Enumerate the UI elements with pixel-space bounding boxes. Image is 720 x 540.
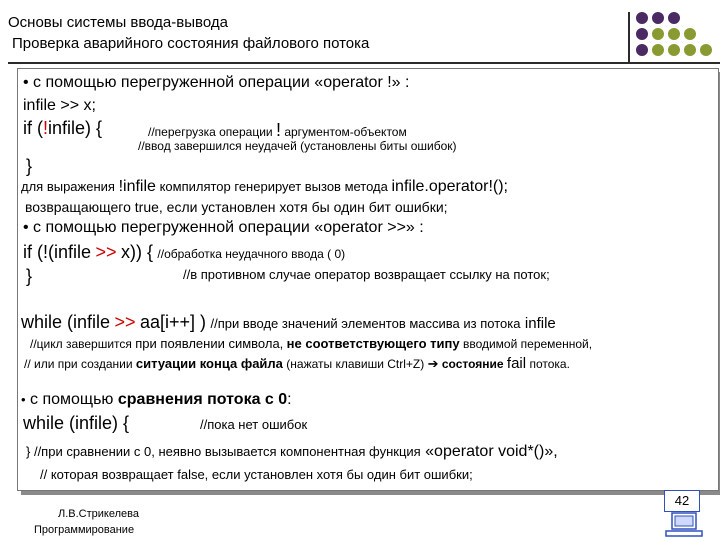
- page-number: 42: [664, 490, 700, 512]
- code-while-infile-plain: while (infile) {: [23, 413, 130, 433]
- header-vertical-divider: [628, 12, 630, 62]
- code-infile-word: infile: [524, 315, 556, 332]
- loop-ends-d: вводимой переменной,: [462, 337, 593, 351]
- eof-d: состояние: [441, 357, 504, 371]
- code-shift-op-2: >>: [114, 312, 136, 332]
- dot: [636, 12, 648, 24]
- comment-input-failed: //ввод завершился неудачей (установлены биты ошибок): [138, 139, 457, 153]
- loop-ends-b: при появлении символа,: [135, 336, 284, 351]
- bullet-operator-not: • с помощью перегруженной операции «operator !» :: [23, 74, 410, 91]
- loop-ends-c: не соответствующего типу: [286, 336, 460, 351]
- code-close-brace-2: }: [26, 266, 33, 286]
- comment-no-errors: //пока нет ошибок: [200, 417, 308, 432]
- dot: [668, 44, 680, 56]
- explain-return-true: возвращающего true, если установлен хотя бы один бит ошибки;: [25, 199, 448, 215]
- eof-c: (нажаты клавиши Ctrl+Z): [286, 357, 425, 371]
- code-line-if-not: [23, 119, 102, 138]
- dot: [668, 12, 680, 24]
- code-if-open: if (: [23, 118, 43, 138]
- explain-method: infile.operator!();: [391, 178, 508, 195]
- comment-failed-input: //обработка неудачного ввода ( 0): [157, 247, 346, 261]
- dot: [652, 12, 664, 24]
- bullet-compare-zero: [21, 392, 292, 408]
- comment-eof: [24, 356, 570, 371]
- code-line-while-shift: [21, 313, 556, 332]
- dot: [668, 28, 680, 40]
- code-close-brace: }: [26, 156, 33, 176]
- computer-icon: [664, 512, 704, 538]
- decorative-dot-grid: [636, 12, 716, 72]
- explain-infile: !infile: [118, 178, 156, 195]
- comment-overload: [148, 121, 407, 139]
- header-horizontal-divider: [8, 62, 720, 64]
- implicit-call-b: «operator void*()»,: [425, 443, 558, 460]
- comment-returns-stream: //в противном случае оператор возвращает ссылку на поток;: [183, 267, 550, 282]
- eof-a: // или при создании: [24, 357, 133, 371]
- dot: [700, 44, 712, 56]
- comment-array-input: //при вводе значений элементов массива из потока: [210, 316, 521, 331]
- footer-author: Л.В.Стрикелева: [58, 508, 139, 520]
- explain-a: для выражения: [21, 179, 115, 194]
- slide-subtitle: Проверка аварийного состояния файлового потока: [12, 35, 370, 52]
- code-line-if-shift: [23, 243, 345, 262]
- content-box: [17, 68, 719, 491]
- code-infile-brace: infile) {: [48, 118, 103, 138]
- eof-b: ситуации конца файла: [135, 356, 283, 371]
- code-x-brace: x)) {: [120, 242, 153, 262]
- dot: [636, 44, 648, 56]
- eof-fail: fail: [506, 355, 527, 372]
- comment-returns-false: // которая возвращает false, если установлен хотя бы один бит ошибки;: [40, 467, 473, 482]
- compare-a: с помощью: [30, 391, 114, 408]
- implicit-call-a: } //при сравнении с 0, неявно вызывается компонентная функция: [26, 444, 421, 459]
- comment-implicit-call: [26, 444, 558, 460]
- code-bang: !: [43, 118, 49, 138]
- dot: [636, 28, 648, 40]
- dot: [652, 28, 664, 40]
- slide-title: Основы системы ввода-вывода: [8, 14, 228, 31]
- code-line-input: infile >> x;: [23, 97, 96, 114]
- code-shift-op: >>: [95, 242, 117, 262]
- loop-ends-a: //цикл завершится: [30, 337, 132, 351]
- footer-course: Программирование: [34, 524, 135, 536]
- dot: [652, 44, 664, 56]
- bullet-dot: •: [21, 392, 26, 407]
- explain-c: компилятор генерирует вызов метода: [159, 179, 388, 194]
- bullet-operator-shift: • с помощью перегруженной операции «operator >>» :: [23, 219, 424, 236]
- compare-c: :: [287, 391, 292, 408]
- compare-b: сравнения потока с 0: [117, 391, 288, 408]
- comment-overload-a: //перегрузка операции: [148, 125, 273, 139]
- arrow-right-icon: ➔: [427, 356, 439, 371]
- expression-explanation: [21, 179, 508, 195]
- comment-overload-b: аргументом-объектом: [284, 125, 407, 139]
- code-if-not-infile: if (!(infile: [23, 242, 92, 262]
- dot: [684, 28, 696, 40]
- dot: [684, 44, 696, 56]
- eof-f: потока.: [529, 357, 570, 371]
- comment-overload-bang: !: [275, 120, 281, 140]
- code-while-infile: while (infile: [21, 312, 111, 332]
- comment-loop-ends: [30, 337, 592, 350]
- code-array-index: aa[i++] ): [139, 312, 207, 332]
